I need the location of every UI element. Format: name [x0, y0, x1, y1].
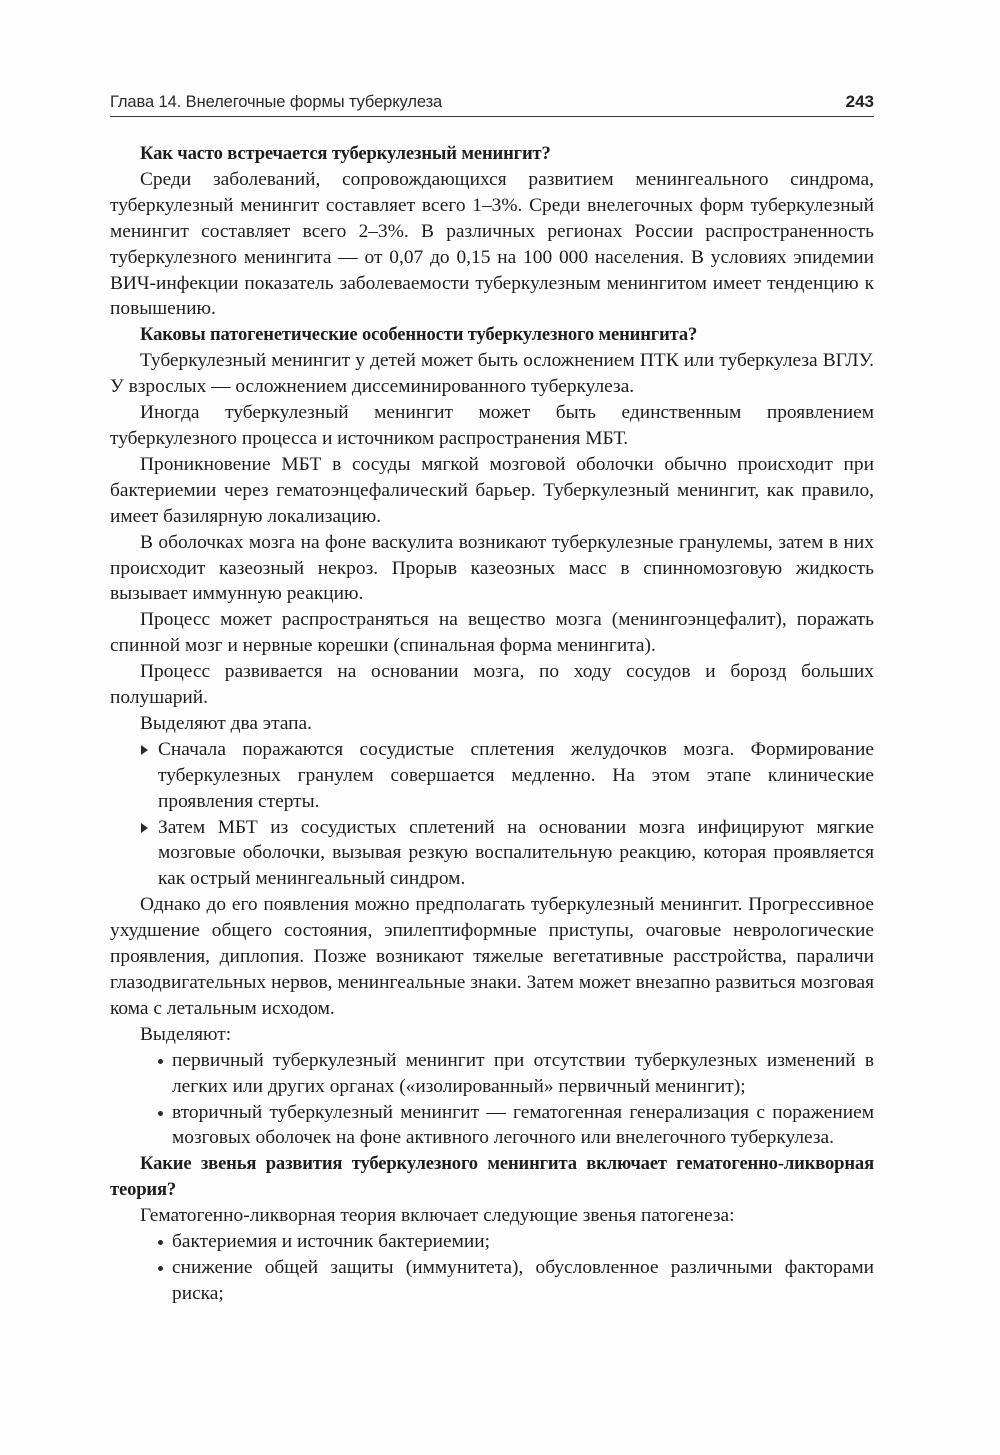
- running-header: [110, 86, 874, 117]
- question-heading: Как часто встречается туберкулезный менингит?: [140, 143, 551, 164]
- paragraph: Среди заболеваний, сопровождающихся развитием менингеального синдрома, туберкулезный менингит составляет всего 1–3%. Среди внелегочных форм туберкулезный менингит составляет всего 2–3%. В различных регионах России распространенность туберкулезного менингита — от 0,07 до 0,15 на 100 000 населения. В условиях эпидемии ВИЧ-инфекции показатель заболеваемости туберкулезным менингитом имеет тенденцию к повышению.: [110, 168, 874, 320]
- list-item: снижение общей защиты (иммунитета), обусловленное различными факторами риска;: [110, 1255, 874, 1307]
- list-item: вторичный туберкулезный менингит — гематогенная генерализация с поражением мозговых оболочек на фоне активного легочного или внелегочного туберкулеза.: [110, 1100, 874, 1152]
- chapter-title: Глава 14. Внелегочные формы туберкулеза: [110, 93, 443, 111]
- page-body: [110, 141, 874, 1307]
- question-heading: Каковы патогенетические особенности туберкулезного менингита?: [140, 324, 698, 346]
- paragraph: Однако до его появления можно предполагать туберкулезный менингит. Прогрессивное ухудшение общего состояния, эпилептиформные приступы, очаговые неврологические проявления, диплопия. Позже возникают тяжелые вегетативные расстройства, параличи глазодвигательных нервов, менингеальные знаки. Затем может внезапно развиться мозговая кома с летальным исходом.: [110, 894, 874, 1019]
- list-item: Сначала поражаются сосудистые сплетения желудочков мозга. Формирование туберкулезных гранулем совершается медленно. На этом этапе клинические проявления стерты.: [110, 737, 874, 815]
- list-item: Затем МБТ из сосудистых сплетений на основании мозга инфицируют мягкие мозговые оболочки, вызывая резкую воспалительную реакцию, которая проявляется как острый менингеальный синдром.: [110, 815, 874, 893]
- pathogenesis-list: [110, 1229, 874, 1307]
- list-item: первичный туберкулезный менингит при отсутствии туберкулезных изменений в легких или других органах («изолированный» первичный менингит);: [110, 1048, 874, 1100]
- forms-list: [110, 1048, 874, 1152]
- paragraph: Процесс развивается на основании мозга, по ходу сосудов и борозд больших полушарий.: [110, 661, 874, 709]
- paragraph: Выделяют два этапа.: [140, 712, 313, 734]
- paragraph: Туберкулезный менингит у детей может быть осложнением ПТК или туберкулеза ВГЛУ. У взрослых — осложнением диссеминированного туберкулеза.: [110, 350, 874, 398]
- paragraph: Проникновение МБТ в сосуды мягкой мозговой оболочки обычно происходит при бактериемии через гематоэнцефалический барьер. Туберкулезный менингит, как правило, имеет базилярную локализацию.: [110, 453, 874, 527]
- paragraph: Гематогенно-ликворная теория включает следующие звенья патогенеза:: [140, 1205, 735, 1227]
- list-item: бактериемия и источник бактериемии;: [110, 1229, 874, 1255]
- question-heading: Какие звенья развития туберкулезного менингита включает гематогенно-ликворная теория?: [110, 1153, 874, 1201]
- paragraph: В оболочках мозга на фоне васкулита возникают туберкулезные гранулемы, затем в них происходит казеозный некроз. Прорыв казеозных масс в спинномозговую жидкость вызывает иммунную реакцию.: [110, 531, 874, 605]
- paragraph: Процесс может распространяться на вещество мозга (менингоэнцефалит), поражать спинной мозг и нервные корешки (спинальная форма менингита).: [110, 609, 874, 657]
- stages-list: [110, 737, 874, 892]
- paragraph: Иногда туберкулезный менингит может быть единственным проявлением туберкулезного процесса и источником распространения МБТ.: [110, 402, 874, 449]
- paragraph: Выделяют:: [140, 1023, 232, 1045]
- page-number: 243: [845, 92, 874, 111]
